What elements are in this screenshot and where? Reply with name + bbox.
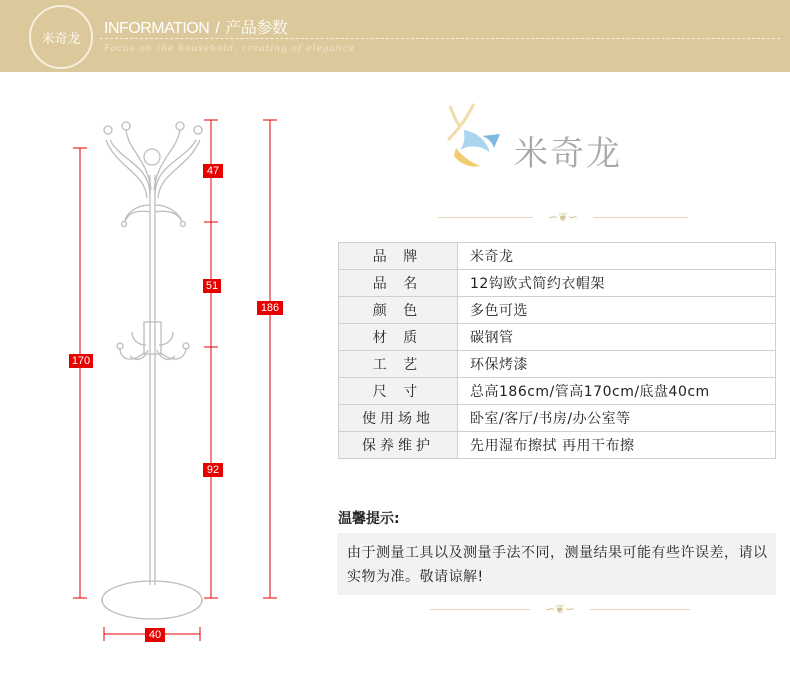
dimension-lines [73, 120, 277, 641]
spec-key: 工 艺 [339, 351, 458, 378]
spec-value: 米奇龙 [458, 243, 776, 270]
table-row [339, 243, 776, 270]
spec-key: 尺 寸 [339, 378, 458, 405]
brand-logo [430, 96, 650, 176]
spec-value: 先用湿布擦拭 再用干布擦 [458, 432, 776, 459]
spec-value: 多色可选 [458, 297, 776, 324]
spec-value: 碳钢管 [458, 324, 776, 351]
coat-rack-outline [102, 122, 202, 619]
table-row [339, 405, 776, 432]
spec-key: 保养维护 [339, 432, 458, 459]
brand-badge-text: 米奇龙 [41, 31, 81, 47]
dimension-label-total: 186 [257, 301, 283, 315]
ornament-divider-top [438, 210, 688, 224]
ornament-flourish-icon: ∽❦∽ [544, 602, 576, 616]
table-row [339, 351, 776, 378]
spec-key: 颜 色 [339, 297, 458, 324]
spec-value: 环保烤漆 [458, 351, 776, 378]
spec-key: 使用场地 [339, 405, 458, 432]
table-row [339, 270, 776, 297]
table-row [339, 432, 776, 459]
section-title-cn: 产品参数 [225, 20, 288, 37]
dimension-label-lower: 92 [203, 463, 223, 477]
spec-value: 总高186cm/管高170cm/底盘40cm [458, 378, 776, 405]
dimension-label-pole: 170 [69, 354, 93, 368]
table-row [339, 378, 776, 405]
tips-text: 由于测量工具以及测量手法不同，测量结果可能有些许误差，请以实物为准。敬请谅解! [347, 545, 768, 585]
table-row [339, 324, 776, 351]
spec-key: 材 质 [339, 324, 458, 351]
dimension-label-top: 47 [203, 164, 223, 178]
spec-value: 12钩欧式简约衣帽架 [458, 270, 776, 297]
deer-logo-icon [430, 96, 514, 176]
table-row [339, 297, 776, 324]
tips-box [337, 533, 776, 595]
brand-name: 米奇龙 [514, 134, 622, 174]
ornament-divider-bottom [430, 602, 690, 616]
spec-table [338, 242, 776, 459]
dimension-label-base: 40 [145, 628, 165, 642]
spec-value: 卧室/客厅/书房/办公室等 [458, 405, 776, 432]
tips-title: 温馨提示: [338, 511, 400, 527]
section-title-en: INFORMATION [104, 20, 210, 37]
title-separator: / [215, 20, 220, 37]
spec-key: 品 名 [339, 270, 458, 297]
tagline: Focus on the household, creating of elegance [104, 44, 356, 54]
ornament-flourish-icon: ∽❦∽ [547, 210, 579, 224]
spec-key: 品 牌 [339, 243, 458, 270]
dimension-label-middle: 51 [203, 279, 221, 293]
